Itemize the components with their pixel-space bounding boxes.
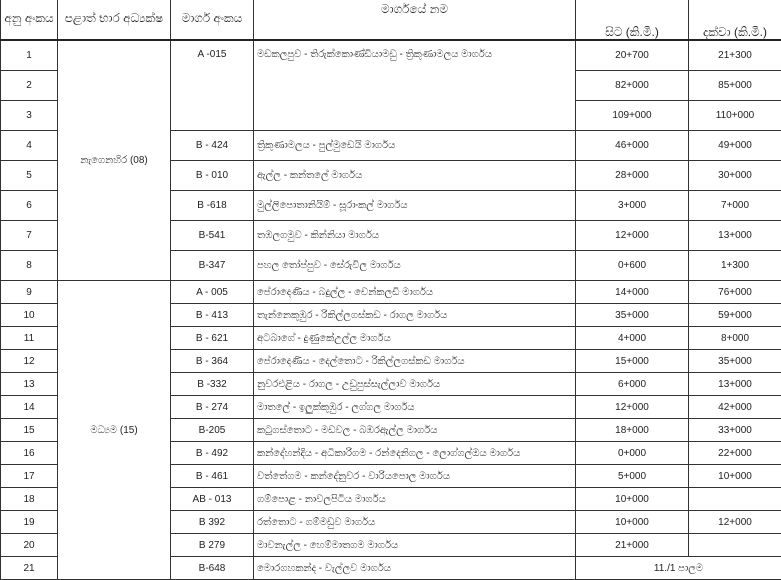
route-name: මුල්ලිපොතානියිම් - සූරාංකල් මාර්ගය	[254, 191, 576, 221]
row-number: 17	[1, 465, 58, 488]
route-name: පහල තෝප්පුව - සේරුවිල මාර්ගය	[254, 251, 576, 281]
from-chainage: 15+000	[576, 350, 689, 373]
to-chainage: 10+000	[689, 465, 781, 488]
table-row	[1, 40, 781, 71]
route-name: මඩකලපුව - තිරුක්කොණ්ඩියාමඩු - ත්‍රිකුණාමලය මාර්ගය	[254, 40, 576, 131]
row-number: 21	[1, 557, 58, 580]
route-number: B-541	[171, 221, 254, 251]
route-number: AB - 013	[171, 488, 254, 511]
header-from: සිට (කි.මී.)	[576, 0, 689, 40]
to-chainage: 30+000	[689, 161, 781, 191]
route-number: B - 274	[171, 396, 254, 419]
from-chainage: 18+000	[576, 419, 689, 442]
route-name: කටුගස්තොට - මඩවල - බඹරඇල්ල මාර්ගය	[254, 419, 576, 442]
route-name: මාතලේ - ඉලුක්කුඹුර - ලග්ගල මාර්ගය	[254, 396, 576, 419]
header-route-name: මාර්ගයේ නම	[254, 0, 576, 40]
to-chainage: 12+000	[689, 511, 781, 534]
to-chainage: 42+000	[689, 396, 781, 419]
route-number: B-347	[171, 251, 254, 281]
from-chainage: 20+700	[576, 40, 689, 71]
from-chainage: 12+000	[576, 221, 689, 251]
row-number: 4	[1, 131, 58, 161]
from-chainage: 14+000	[576, 281, 689, 304]
route-number: B - 621	[171, 327, 254, 350]
row-number: 12	[1, 350, 58, 373]
from-chainage: 12+000	[576, 396, 689, 419]
to-chainage: 21+300	[689, 40, 781, 71]
to-chainage: 76+000	[689, 281, 781, 304]
from-chainage: 46+000	[576, 131, 689, 161]
route-number: B - 492	[171, 442, 254, 465]
from-chainage: 6+000	[576, 373, 689, 396]
row-number: 8	[1, 251, 58, 281]
from-chainage: 10+000	[576, 488, 689, 511]
row-number: 7	[1, 221, 58, 251]
table-row	[1, 281, 781, 304]
route-number: A -015	[171, 40, 254, 131]
header-division: පළාත් භාර අධ්‍යක්ෂ	[58, 0, 171, 40]
row-number: 9	[1, 281, 58, 304]
route-number: A - 005	[171, 281, 254, 304]
row-number: 20	[1, 534, 58, 557]
from-chainage: 82+000	[576, 71, 689, 101]
route-name: අටබාගේ - දුණුකේඋල්ල මාර්ගය	[254, 327, 576, 350]
route-name: පේරාදෙණිය - දෙල්තොට - රිකිල්ලගස්කඩ මාර්ගය	[254, 350, 576, 373]
to-chainage: 1+300	[689, 251, 781, 281]
row-number: 15	[1, 419, 58, 442]
route-name: වත්තේගම - කන්දේනුවර - වාරියපොල මාර්ගය	[254, 465, 576, 488]
to-chainage: 13+000	[689, 221, 781, 251]
from-chainage: 4+000	[576, 327, 689, 350]
route-number: B - 010	[171, 161, 254, 191]
to-chainage: 49+000	[689, 131, 781, 161]
route-name: රත්තොට - ගම්මඩුව මාර්ගය	[254, 511, 576, 534]
to-chainage: 35+000	[689, 350, 781, 373]
route-number: B - 413	[171, 304, 254, 327]
to-chainage: 22+000	[689, 442, 781, 465]
to-chainage: 110+000	[689, 101, 781, 131]
from-chainage: 0+000	[576, 442, 689, 465]
from-chainage: 5+000	[576, 465, 689, 488]
row-number: 16	[1, 442, 58, 465]
route-name: තැන්නෙකුඹුර - රිකිල්ලගස්කඩ - රාගල මාර්ගය	[254, 304, 576, 327]
from-chainage: 28+000	[576, 161, 689, 191]
from-chainage: 21+000	[576, 534, 689, 557]
from-chainage: 0+600	[576, 251, 689, 281]
to-chainage: 13+000	[689, 373, 781, 396]
row-number: 10	[1, 304, 58, 327]
route-name: ගම්පොළ - නාවලපිටිය මාර්ගය	[254, 488, 576, 511]
row-number: 18	[1, 488, 58, 511]
row-number: 11	[1, 327, 58, 350]
row-number: 1	[1, 40, 58, 71]
header-no: අනු අංකය	[1, 0, 58, 40]
route-number: B - 424	[171, 131, 254, 161]
route-name: ඇල්ල - කන්තලේ මාර්ගය	[254, 161, 576, 191]
row-number: 5	[1, 161, 58, 191]
route-number: B -332	[171, 373, 254, 396]
row-number: 13	[1, 373, 58, 396]
route-name: ත්‍රිකුණාමලය - පුල්මුඩෙයි මාර්ගය	[254, 131, 576, 161]
route-number: B - 364	[171, 350, 254, 373]
from-chainage: 109+000	[576, 101, 689, 131]
route-number: B-205	[171, 419, 254, 442]
from-chainage: 10+000	[576, 511, 689, 534]
row-number: 19	[1, 511, 58, 534]
to-chainage: 85+000	[689, 71, 781, 101]
to-chainage: 59+000	[689, 304, 781, 327]
from-chainage: 35+000	[576, 304, 689, 327]
from-chainage: 3+000	[576, 191, 689, 221]
route-number: B 392	[171, 511, 254, 534]
route-number: B - 461	[171, 465, 254, 488]
row-number: 3	[1, 101, 58, 131]
merged-chainage: 11./1 පාලම	[576, 557, 781, 580]
route-name: පේරාදෙණිය - බදුල්ල - චෙන්කලඩි මාර්ගය	[254, 281, 576, 304]
to-chainage	[689, 534, 781, 557]
route-name: තඹලගමුව - කින්නියා මාර්ගය	[254, 221, 576, 251]
route-number: B 279	[171, 534, 254, 557]
route-number: B -618	[171, 191, 254, 221]
to-chainage: 33+000	[689, 419, 781, 442]
division-cell: මධ්‍යම (15)	[58, 281, 171, 580]
row-number: 2	[1, 71, 58, 101]
division-cell: නැගෙනහිර (08)	[58, 40, 171, 281]
to-chainage	[689, 488, 781, 511]
to-chainage: 7+000	[689, 191, 781, 221]
route-name: මොරගහකන්ද - වැල්ලව මාර්ගය	[254, 557, 576, 580]
header-to: දක්වා (කි.මී.)	[689, 0, 781, 40]
route-number: B-648	[171, 557, 254, 580]
row-number: 14	[1, 396, 58, 419]
row-number: 6	[1, 191, 58, 221]
route-name: කන්දේහන්දිය - අධිකාරිගම - රන්දෙනිගල - ලොග්ගල්ඔය මාර්ගය	[254, 442, 576, 465]
to-chainage: 8+000	[689, 327, 781, 350]
header-route-no: මාර්ග අංකය	[171, 0, 254, 40]
route-name: මාවනැල්ල - හෙම්මාතගම මාර්ගය	[254, 534, 576, 557]
header-row	[1, 0, 781, 40]
route-name: නුවරඑළිය - රාගල - උඩුපුස්සැල්ලාව මාර්ගය	[254, 373, 576, 396]
